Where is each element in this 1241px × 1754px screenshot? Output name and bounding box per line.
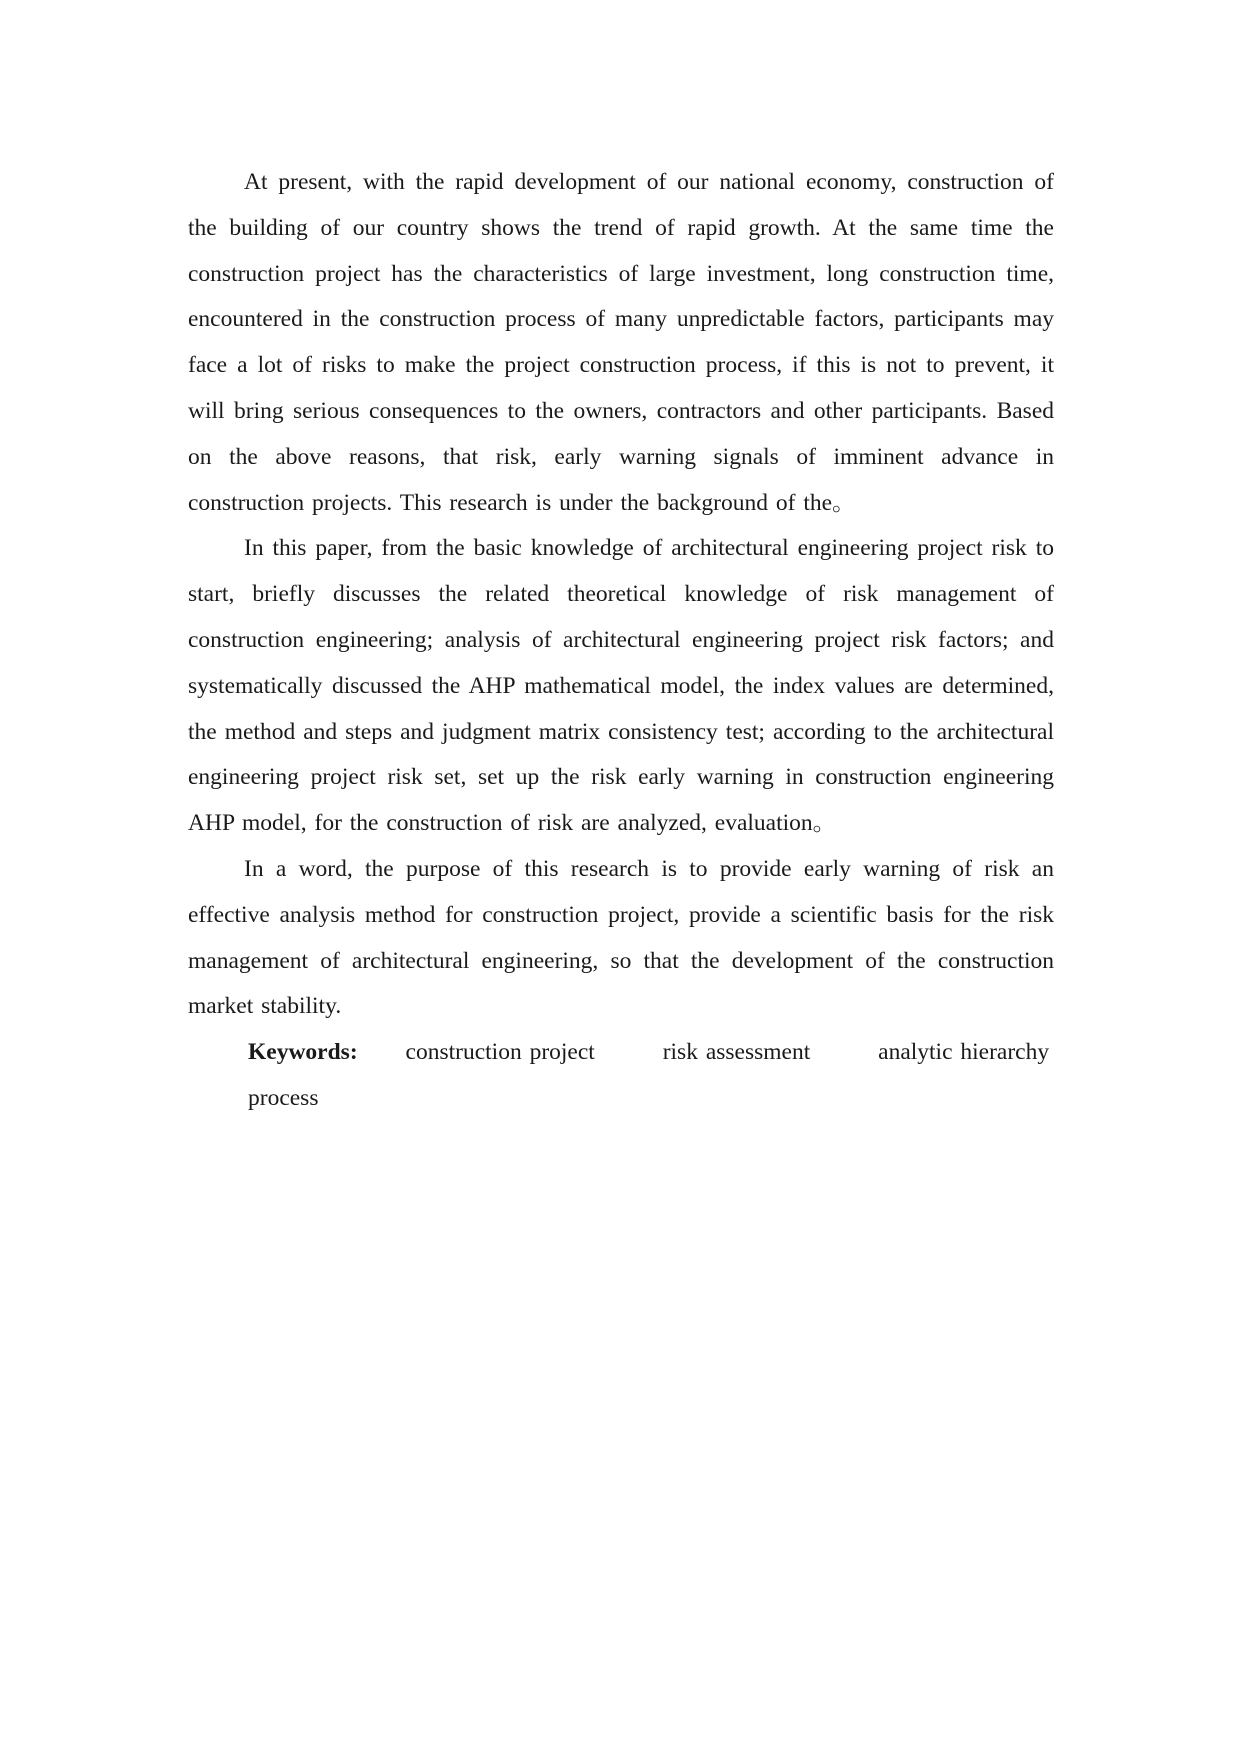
abstract-paragraph-1: At present, with the rapid development of our national economy, construction of the building of our country shows the trend of rapid growth. At the same time the construction project has the characteristics of large investment, long construction time, encountered in the construction process of many unpredictable factors, participants may face a lot of risks to make the project construction process, if this is not to prevent, it will bring serious consequences to the owners, contractors and other participants. Based on the above reasons, that risk, early warning signals of imminent advance in construction projects. This research is under the background of the。: [188, 169, 1054, 516]
abstract-body: [188, 160, 1054, 1122]
keywords-line: [188, 1030, 1054, 1122]
keyword-risk-assessment: risk assessment: [662, 1039, 811, 1066]
keyword-analytic-hierarchy-process: analytic hierarchy process: [248, 1039, 1050, 1111]
keyword-construction-project: construction project: [405, 1039, 595, 1066]
keywords-label: Keywords:: [248, 1039, 358, 1066]
abstract-paragraph-3: In a word, the purpose of this research is to provide early warning of risk an effective analysis method for construction project, provide a scientific basis for the risk management of architectural engineering, so that the development of the construction market stability.: [188, 855, 1054, 1020]
abstract-paragraph-2: In this paper, from the basic knowledge of architectural engineering project risk to start, briefly discusses the related theoretical knowledge of risk management of construction engineering; analysis of architectural engineering project risk factors; and systematically discussed the AHP mathematical model, the index values are determined, the method and steps and judgment matrix consistency test; according to the architectural engineering project risk set, set up the risk early warning in construction engineering AHP model, for the construction of risk are analyzed, evaluation。: [188, 535, 1054, 837]
